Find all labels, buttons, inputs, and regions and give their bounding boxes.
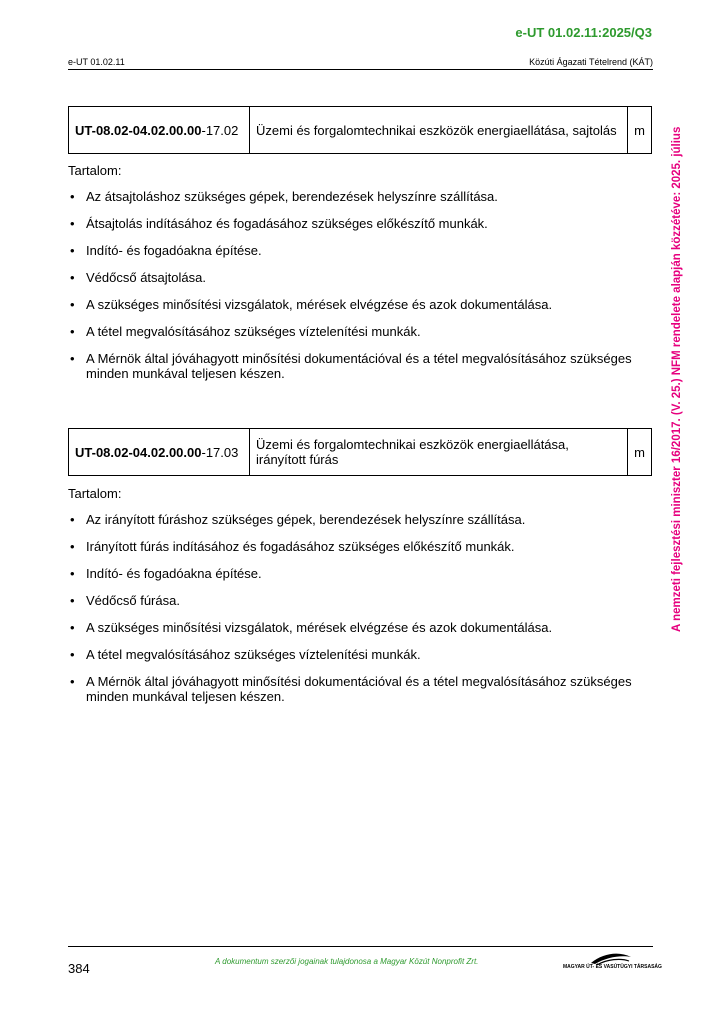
- list-item: • A tétel megvalósításához szükséges víztelenítési munkák.: [70, 647, 421, 662]
- content-label: Tartalom:: [68, 163, 122, 178]
- bullet-icon: •: [70, 512, 75, 527]
- bullet-icon: •: [70, 566, 75, 581]
- footer-divider: [68, 946, 653, 947]
- item-table-2: [68, 428, 652, 476]
- side-publication-note: A nemzeti fejlesztési miniszter 16/2017. (V. 25.) NFM rendelete alapján közzétéve: 2025. július: [671, 126, 683, 632]
- bullet-icon: •: [70, 674, 75, 689]
- list-item: • Védőcső átsajtolása.: [70, 270, 206, 285]
- list-item: • A Mérnök által jóváhagyott minősítési dokumentációval és a tétel megvalósításához szükséges minden munkával teljesen készen.: [70, 674, 632, 704]
- item-code: [69, 107, 250, 154]
- list-item: • Védőcső fúrása.: [70, 593, 180, 608]
- item-row: [69, 107, 652, 154]
- item-description: Üzemi és forgalomtechnikai eszközök energiaellátása, irányított fúrás: [250, 429, 628, 476]
- bullet-icon: •: [70, 647, 75, 662]
- list-item: • Irányított fúrás indításához és fogadásához szükséges előkészítő munkák.: [70, 539, 515, 554]
- bullet-icon: •: [70, 297, 75, 312]
- list-item: • A tétel megvalósításához szükséges víztelenítési munkák.: [70, 324, 421, 339]
- page-number: 384: [68, 961, 90, 976]
- content-label: Tartalom:: [68, 486, 122, 501]
- list-item: • Indító- és fogadóakna építése.: [70, 566, 262, 581]
- list-item: • A szükséges minősítési vizsgálatok, mérések elvégzése és azok dokumentálása.: [70, 297, 553, 312]
- header-right: Közúti Ágazati Tételrend (KÁT): [529, 57, 653, 67]
- list-item: • Az irányított fúráshoz szükséges gépek, berendezések helyszínre szállítása.: [70, 512, 526, 527]
- bullet-icon: •: [70, 270, 75, 285]
- logo-text: MAGYAR ÚT- ÉS VASÚTÜGYI TÁRSASÁG: [563, 964, 662, 970]
- item-code-suffix: -17.03: [201, 444, 239, 460]
- bullet-icon: •: [70, 216, 75, 231]
- content-list-2: [68, 512, 658, 716]
- bullet-icon: •: [70, 324, 75, 339]
- running-header: [68, 57, 653, 70]
- copyright-notice: A dokumentum szerzői jogainak tulajdonosa a Magyar Közút Nonprofit Zrt.: [215, 957, 479, 966]
- item-code-suffix: -17.02: [201, 122, 239, 138]
- bullet-icon: •: [70, 351, 75, 366]
- list-item: • Az átsajtoláshoz szükséges gépek, berendezések helyszínre szállítása.: [70, 189, 498, 204]
- header-left: e-UT 01.02.11: [68, 57, 125, 67]
- list-item: • A szükséges minősítési vizsgálatok, mérések elvégzése és azok dokumentálása.: [70, 620, 553, 635]
- list-item: • A Mérnök által jóváhagyott minősítési dokumentációval és a tétel megvalósításához szükséges minden munkával teljesen készen.: [70, 351, 632, 381]
- bullet-icon: •: [70, 620, 75, 635]
- item-code: [69, 429, 250, 476]
- bullet-icon: •: [70, 243, 75, 258]
- item-description: Üzemi és forgalomtechnikai eszközök energiaellátása, sajtolás: [250, 107, 628, 154]
- list-item: • Átsajtolás indításához és fogadásához szükséges előkészítő munkák.: [70, 216, 488, 231]
- item-code-main: UT-08.02-04.02.00.00: [75, 444, 202, 460]
- item-code-main: UT-08.02-04.02.00.00: [75, 122, 202, 138]
- item-row: [69, 429, 652, 476]
- bullet-icon: •: [70, 593, 75, 608]
- item-unit: m: [628, 107, 652, 154]
- list-item: • Indító- és fogadóakna építése.: [70, 243, 262, 258]
- bullet-icon: •: [70, 189, 75, 204]
- bullet-icon: •: [70, 539, 75, 554]
- document-code: e-UT 01.02.11:2025/Q3: [515, 25, 652, 40]
- content-list-1: [68, 189, 658, 393]
- item-unit: m: [628, 429, 652, 476]
- item-table-1: [68, 106, 652, 154]
